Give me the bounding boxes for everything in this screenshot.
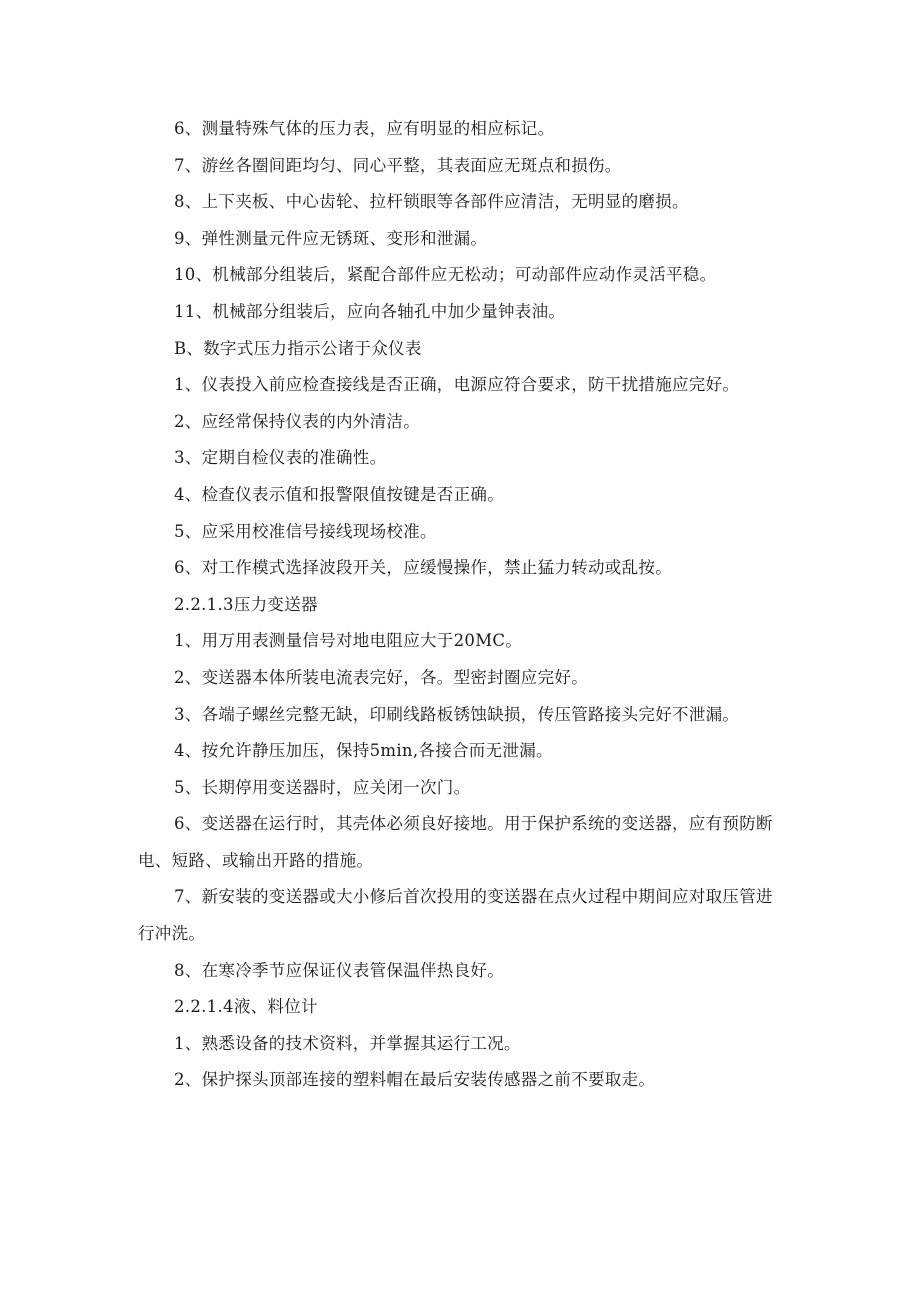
section-heading: 2.2.1.4液、料位计	[174, 997, 318, 1017]
paragraph: 5、应采用校准信号接线现场校准。	[174, 521, 437, 541]
paragraph: 5、长期停用变送器时，应关闭一次门。	[174, 777, 471, 797]
paragraph: 1、仪表投入前应检查接线是否正确，电源应符合要求，防干扰措施应完好。	[174, 375, 740, 395]
paragraph: 2、变送器本体所装电流表完好，各。型密封圈应完好。	[174, 667, 588, 687]
paragraph: 6、测量特殊气体的压力表，应有明显的相应标记。	[174, 119, 555, 138]
paragraph: 4、按允许静压加压，保持5min,各接合而无泄漏。	[174, 741, 553, 761]
paragraph: 6、变送器在运行时，其壳体必须良好接地。用于保护系统的变送器，应有预防断电、短路、或输出开路的措施。	[138, 814, 773, 870]
paragraph: 8、上下夹板、中心齿轮、拉杆锁眼等各部件应清洁，无明显的磨损。	[174, 192, 689, 212]
paragraph: 2、保护探头顶部连接的塑料帽在最后安装传感器之前不要取走。	[174, 1070, 656, 1090]
paragraph: 1、用万用表测量信号对地电阻应大于20MC。	[174, 631, 523, 651]
paragraph: 3、定期自检仪表的准确性。	[174, 448, 387, 468]
paragraph: 7、游丝各圈间距均匀、同心平整，其表面应无斑点和损伤。	[174, 155, 622, 175]
paragraph: 1、熟悉设备的技术资料，并掌握其运行工况。	[174, 1033, 521, 1053]
paragraph: 6、对工作模式选择波段开关，应缓慢操作，禁止猛力转动或乱按。	[174, 558, 672, 578]
paragraph: 7、新安装的变送器或大小修后首次投用的变送器在点火过程中期间应对取压管进行冲洗。	[138, 887, 773, 944]
paragraph: 4、检查仪表示值和报警限值按键是否正确。	[174, 484, 504, 504]
paragraph: 11、机械部分组装后，应向各轴孔中加少量钟表油。	[174, 301, 566, 321]
paragraph: 3、各端子螺丝完整无缺，印刷线路板锈蚀缺损，传压管路接头完好不泄漏。	[174, 704, 740, 724]
paragraph: 8、在寒冷季节应保证仪表管保温伴热良好。	[174, 960, 504, 980]
document-body	[138, 111, 778, 1099]
paragraph: 10、机械部分组装后，紧配合部件应无松动；可动部件应动作灵活平稳。	[174, 265, 717, 285]
paragraph: 9、弹性测量元件应无锈斑、变形和泄漏。	[174, 228, 488, 248]
section-heading: B、数字式压力指示公诸于众仪表	[174, 338, 422, 358]
paragraph: 2、应经常保持仪表的内外清洁。	[174, 411, 420, 431]
section-heading: 2.2.1.3压力变送器	[174, 594, 318, 614]
